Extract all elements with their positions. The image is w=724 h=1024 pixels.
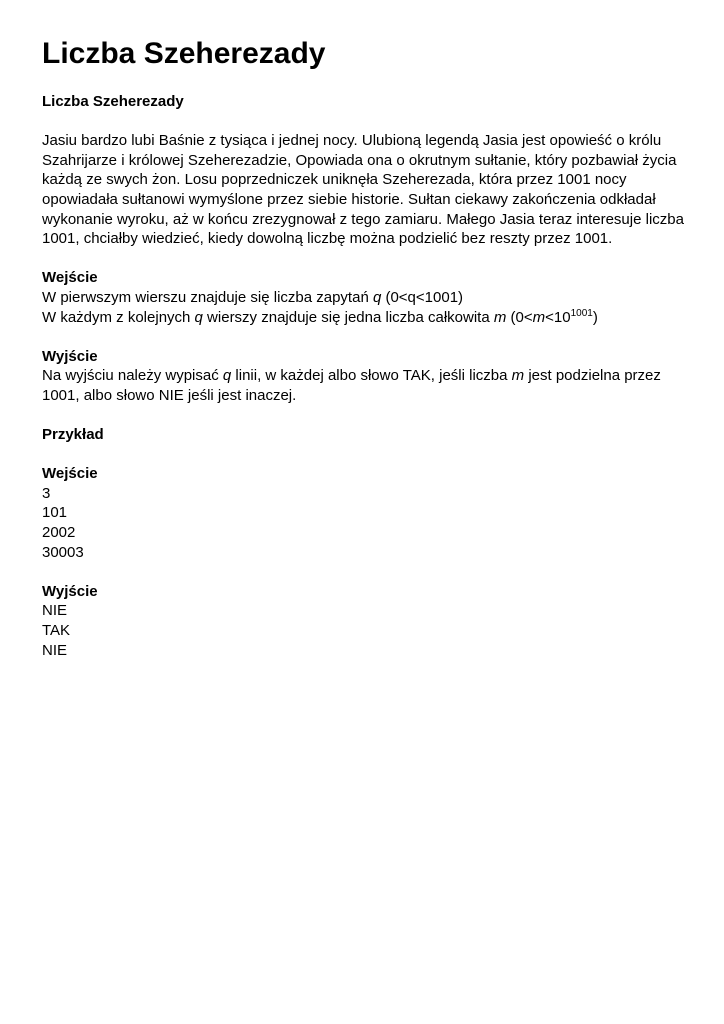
example-input-line: 101 [42, 504, 68, 522]
text-fragment: ) [592, 308, 598, 326]
variable-m: m [511, 367, 525, 385]
spacer [42, 327, 684, 347]
example-heading: Przykład [42, 426, 104, 444]
spacer [42, 74, 684, 92]
text-fragment: Na wyjściu należy wypisać [42, 367, 223, 385]
story-line: Jasiu bardzo lubi Baśnie z tysiąca i jednej nocy. Ulubioną legendą Jasia jest opowieść o królu [42, 132, 662, 150]
example-output-heading: Wyjście [42, 582, 98, 600]
variable-m: m [493, 308, 507, 326]
story-line: wykonanie wyroku, aż w końcu zrezygnował z tego zamiaru. Małego Jasia teraz interesuje liczba [42, 210, 684, 228]
example-output-line: NIE [42, 641, 68, 659]
input-description-line-2 [42, 308, 684, 328]
spacer [42, 445, 684, 465]
variable-m: m [532, 308, 546, 326]
story-line: opowiadała sułtanowi wymyślone przez siebie historie. Sułtan ciekawy zakończenia odkładał [42, 190, 656, 208]
example-input-heading: Wejście [42, 465, 98, 483]
spacer [42, 112, 684, 132]
input-section-heading: Wejście [42, 269, 98, 287]
text-fragment: linii, w każdej albo słowo TAK, jeśli liczba [231, 367, 512, 385]
text-fragment: (0<q<1001) [381, 288, 464, 306]
input-description-line-1 [42, 288, 684, 308]
exponent: 1001 [570, 307, 593, 319]
output-description-line-2: 1001, albo słowo NIE jeśli jest inaczej. [42, 386, 297, 404]
text-fragment: W pierwszym wierszu znajduje się liczba zapytań [42, 288, 373, 306]
variable-q: q [194, 308, 203, 326]
story-line: 1001, chciałby wiedzieć, kiedy dowolną liczbę można podzielić bez reszty przez 1001. [42, 230, 613, 248]
spacer [42, 249, 684, 269]
story-line: Szahrijarze i królowej Szeherezadzie, Opowiada ona o okrutnym sułtanie, który pozbawiał życia [42, 151, 677, 169]
example-output-line: NIE [42, 602, 68, 620]
text-fragment: wierszy znajduje się jedna liczba całkowita [202, 308, 494, 326]
story-line: każdą ze swych żon. Losu poprzedniczek uniknęła Szeherezada, która przez 1001 nocy [42, 171, 627, 189]
example-output-line: TAK [42, 622, 71, 640]
story-paragraph [42, 131, 684, 249]
text-fragment: W każdym z kolejnych [42, 308, 195, 326]
variable-q: q [372, 288, 382, 306]
output-description-line-1 [42, 366, 684, 386]
spacer [42, 406, 684, 426]
page-title: Liczba Szeherezady [42, 37, 326, 70]
text-fragment: <10 [545, 308, 571, 326]
spacer [42, 562, 684, 582]
output-section-heading: Wyjście [42, 347, 98, 365]
example-input-line: 2002 [42, 524, 76, 542]
text-fragment: (0< [506, 308, 533, 326]
example-input-line: 3 [42, 484, 51, 502]
variable-q: q [222, 367, 232, 385]
example-input-line: 30003 [42, 543, 84, 561]
text-fragment: jest podzielna przez [524, 367, 661, 385]
problem-subtitle: Liczba Szeherezady [42, 93, 184, 110]
